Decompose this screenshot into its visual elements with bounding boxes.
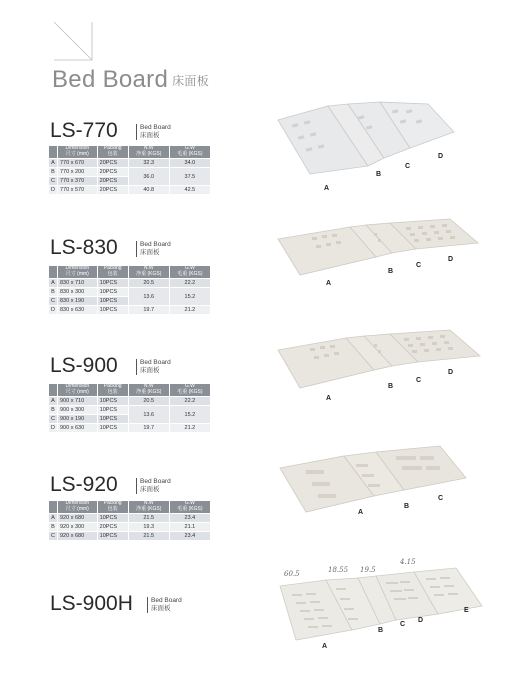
table-row: A 920 x 680 10PCS 21.5 23.4 (49, 514, 211, 523)
header-packing: Packing 包装 (97, 146, 128, 159)
spec-table-ls-900 (48, 383, 211, 433)
table-row: C 830 x 190 10PCS (49, 297, 211, 306)
bed-board-illustration (278, 330, 480, 388)
table-header-row (49, 384, 211, 397)
table-row: B 830 x 300 10PCS 13.6 15.2 (49, 288, 211, 297)
tag-cn: 床面板 (140, 249, 160, 256)
tag-en: Bed Board (140, 359, 171, 366)
model-tag (136, 478, 171, 494)
photo-label: A (324, 185, 330, 192)
spec-table-ls-920 (48, 500, 211, 541)
model-ls-830: LS-830 (50, 236, 118, 259)
header-dimension: Dimension 尺寸 (mm) (58, 384, 98, 397)
header-gw: G.W 毛重 (KGS) (169, 146, 210, 159)
handwritten-note: 4.15 (400, 558, 416, 566)
photo-label: B (404, 503, 410, 510)
model-ls-770: LS-770 (50, 119, 118, 142)
tag-cn: 床面板 (140, 367, 160, 374)
handwritten-note: 18.55 (328, 566, 349, 574)
photo-label: A (326, 395, 332, 402)
header-dimension: Dimension 尺寸 (mm) (58, 501, 98, 514)
tag-cn: 床面板 (140, 132, 160, 139)
table-row: D 900 x 630 10PCS 19.7 21.2 (49, 424, 211, 433)
tag-en: Bed Board (140, 241, 171, 248)
model-ls-920: LS-920 (50, 473, 118, 496)
photo-label: A (358, 509, 364, 516)
model-tag (136, 241, 171, 257)
tag-en: Bed Board (140, 124, 171, 131)
page-title (52, 66, 209, 94)
product-photo-ls-900h (268, 548, 502, 658)
page-title-en: Bed Board (52, 66, 169, 93)
header-nw: N.W 净重 (KGS) (128, 384, 169, 397)
header-packing: Packing 包装 (97, 266, 128, 279)
tag-en: Bed Board (151, 597, 182, 604)
header-packing: Packing 包装 (97, 384, 128, 397)
table-header-row (49, 266, 211, 279)
photo-label: B (378, 627, 384, 634)
photo-label: C (400, 621, 406, 628)
bed-board-illustration (278, 219, 478, 275)
tag-cn: 床面板 (140, 486, 160, 493)
table-row: D 830 x 630 10PCS 19.7 21.2 (49, 306, 211, 315)
photo-label: D (438, 153, 444, 160)
header-dimension: Dimension 尺寸 (mm) (58, 146, 98, 159)
table-row: B 770 x 200 20PCS 36.0 37.5 (49, 168, 211, 177)
photo-label: D (418, 617, 424, 624)
table-row: C 920 x 680 10PCS 21.5 23.4 (49, 532, 211, 541)
header-nw: N.W 净重 (KGS) (128, 501, 169, 514)
photo-label: D (448, 256, 454, 263)
photo-label: C (416, 262, 422, 269)
model-tag (147, 597, 182, 613)
header-dimension: Dimension 尺寸 (mm) (58, 266, 98, 279)
header-nw: N.W 净重 (KGS) (128, 266, 169, 279)
product-photo-ls-770 (270, 98, 500, 206)
header-gw: G.W 毛重 (KGS) (169, 501, 210, 514)
product-photo-ls-920 (270, 438, 500, 526)
photo-label: E (464, 607, 469, 614)
table-header-row (49, 146, 211, 159)
header-gw: G.W 毛重 (KGS) (169, 384, 210, 397)
table-row: A 770 x 670 20PCS 32.3 34.0 (49, 159, 211, 168)
photo-label: A (322, 643, 328, 650)
photo-label: B (376, 171, 382, 178)
model-tag (136, 124, 171, 140)
model-ls-900: LS-900 (50, 354, 118, 377)
bed-board-illustration (278, 102, 454, 174)
table-row: B 900 x 300 10PCS 13.6 15.2 (49, 406, 211, 415)
table-row: B 920 x 300 20PCS 19.3 21.1 (49, 523, 211, 532)
table-header-row (49, 501, 211, 514)
header-packing: Packing 包装 (97, 501, 128, 514)
page-title-cn: 床面板 (172, 74, 210, 89)
tag-cn: 床面板 (151, 605, 171, 612)
table-row: C 900 x 190 10PCS (49, 415, 211, 424)
handwritten-note: 60.5 (284, 570, 300, 578)
table-row: A 830 x 710 10PCS 20.5 22.2 (49, 279, 211, 288)
product-photo-ls-900 (270, 322, 500, 410)
photo-label: D (448, 369, 454, 376)
photo-label: C (405, 163, 411, 170)
handwritten-note: 19.5 (360, 566, 376, 574)
tag-en: Bed Board (140, 478, 171, 485)
photo-label: B (388, 383, 394, 390)
model-tag (136, 359, 171, 375)
photo-label: A (326, 280, 332, 287)
photo-label: C (438, 495, 444, 502)
photo-label: C (416, 377, 422, 384)
corner-decoration (52, 20, 102, 66)
header-gw: G.W 毛重 (KGS) (169, 266, 210, 279)
table-row: D 770 x 570 20PCS 40.8 42.5 (49, 186, 211, 195)
header-nw: N.W 净重 (KGS) (128, 146, 169, 159)
table-row: C 770 x 370 20PCS (49, 177, 211, 186)
spec-table-ls-770 (48, 145, 211, 195)
bed-board-illustration (280, 446, 466, 512)
spec-table-ls-830 (48, 265, 211, 315)
model-ls-900h: LS-900H (50, 592, 133, 615)
photo-label: B (388, 268, 394, 275)
table-row: A 900 x 710 10PCS 20.5 22.2 (49, 397, 211, 406)
product-photo-ls-830 (270, 213, 500, 295)
